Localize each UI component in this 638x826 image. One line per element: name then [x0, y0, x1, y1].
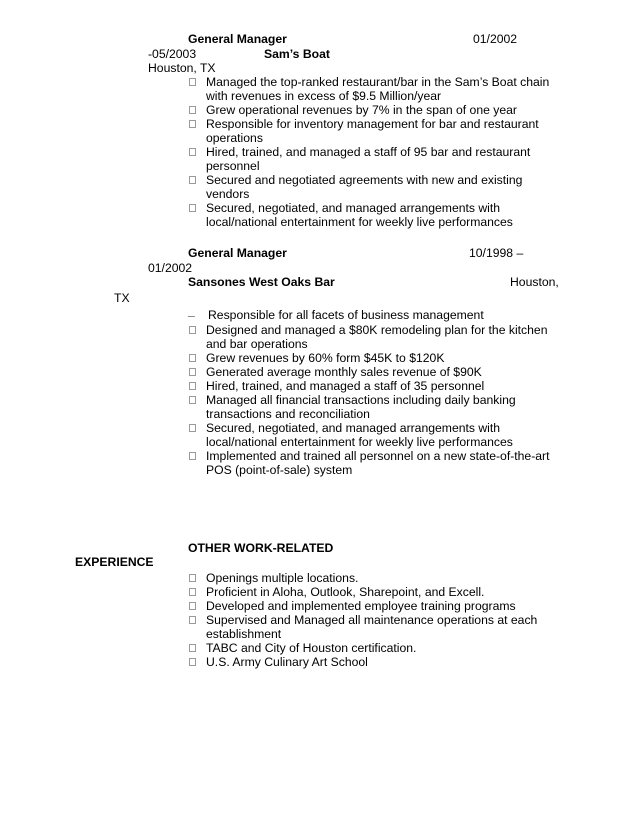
job1-date-end: -05/2003 — [148, 47, 197, 61]
bullet-text: Designed and managed a $80K remodeling plan for the kitchen — [206, 323, 548, 337]
job2-title: General Manager — [188, 246, 287, 260]
bullet-text: Hired, trained, and managed a staff of 95 bar and restaurant — [206, 145, 531, 159]
bullet-text: Supervised and Managed all maintenance operations at each — [206, 613, 538, 627]
job1-date-start: 01/2002 — [473, 32, 518, 46]
bullet-text: Proficient in Aloha, Outlook, Sharepoint, and Excell. — [206, 585, 485, 599]
bullet-item — [188, 351, 568, 365]
bullet-text: POS (point-of-sale) system — [206, 463, 353, 477]
bullet-box-icon — [189, 424, 196, 432]
bullet-text: U.S. Army Culinary Art School — [206, 655, 368, 669]
bullet-box-icon — [189, 204, 196, 212]
other-bullet-list — [188, 571, 568, 669]
bullet-box-icon — [189, 368, 196, 376]
bullet-text: Responsible for inventory management for bar and restaurant — [206, 117, 539, 131]
bullet-box-icon — [189, 574, 196, 582]
job2-date-end: 01/2002 — [148, 261, 193, 275]
job2-city: Houston, — [510, 275, 559, 289]
other-heading-line2: EXPERIENCE — [75, 555, 154, 569]
bullet-item — [188, 117, 568, 145]
bullet-box-icon — [189, 354, 196, 362]
bullet-text: transactions and reconciliation — [206, 407, 370, 421]
bullet-item — [188, 421, 568, 449]
bullet-item — [188, 103, 568, 117]
bullet-item — [188, 379, 568, 393]
bullet-box-icon — [189, 452, 196, 460]
bullet-box-icon — [189, 616, 196, 624]
bullet-text: local/national entertainment for weekly live performances — [206, 215, 513, 229]
job1-location: Houston, TX — [148, 61, 216, 75]
job2-first-marker: _ — [188, 304, 195, 318]
bullet-item — [188, 655, 568, 669]
bullet-box-icon — [189, 658, 196, 666]
bullet-text: Managed all financial transactions including daily banking — [206, 393, 516, 407]
bullet-item — [188, 145, 568, 173]
bullet-text: Secured and negotiated agreements with new and existing — [206, 173, 523, 187]
bullet-item — [188, 585, 568, 599]
bullet-box-icon — [189, 120, 196, 128]
bullet-text: establishment — [206, 627, 282, 641]
bullet-item — [188, 75, 568, 103]
bullet-box-icon — [189, 382, 196, 390]
other-heading-line1: OTHER WORK-RELATED — [188, 541, 334, 555]
bullet-text: Managed the top-ranked restaurant/bar in the Sam’s Boat chain — [206, 75, 550, 89]
bullet-item — [188, 599, 568, 613]
bullet-text: Hired, trained, and managed a staff of 35 personnel — [206, 379, 485, 393]
bullet-item — [188, 323, 568, 351]
bullet-text: operations — [206, 131, 263, 145]
bullet-item — [188, 571, 568, 585]
bullet-text: local/national entertainment for weekly live performances — [206, 435, 513, 449]
bullet-text: Secured, negotiated, and managed arrangements with — [206, 201, 501, 215]
bullet-item — [188, 201, 568, 229]
bullet-box-icon — [189, 396, 196, 404]
bullet-text: Openings multiple locations. — [206, 571, 359, 585]
job1-bullet-list — [188, 75, 568, 229]
bullet-item — [188, 641, 568, 655]
bullet-box-icon — [189, 176, 196, 184]
job2-state: TX — [114, 291, 130, 305]
bullet-box-icon — [189, 588, 196, 596]
bullet-box-icon — [189, 148, 196, 156]
bullet-text: Grew operational revenues by 7% in the span of one year — [206, 103, 517, 117]
bullet-box-icon — [189, 644, 196, 652]
job2-first-item: Responsible for all facets of business management — [208, 308, 484, 322]
bullet-item — [188, 173, 568, 201]
bullet-text: Secured, negotiated, and managed arrangements with — [206, 421, 501, 435]
bullet-text: personnel — [206, 159, 260, 173]
bullet-box-icon — [189, 78, 196, 86]
job2-company: Sansones West Oaks Bar — [188, 275, 335, 289]
job2-bullet-list — [188, 323, 568, 477]
bullet-text: Developed and implemented employee training programs — [206, 599, 516, 613]
bullet-text: TABC and City of Houston certification. — [206, 641, 417, 655]
bullet-item — [188, 393, 568, 421]
bullet-text: Grew revenues by 60% form $45K to $120K — [206, 351, 445, 365]
job1-company: Sam’s Boat — [264, 47, 330, 61]
bullet-text: and bar operations — [206, 337, 308, 351]
bullet-text: vendors — [206, 187, 250, 201]
bullet-item — [188, 449, 568, 477]
bullet-text: Implemented and trained all personnel on a new state-of-the-art — [206, 449, 550, 463]
bullet-item — [188, 613, 568, 641]
bullet-text: with revenues in excess of $9.5 Million/year — [206, 89, 442, 103]
bullet-item — [188, 365, 568, 379]
job1-title: General Manager — [188, 32, 287, 46]
bullet-box-icon — [189, 326, 196, 334]
bullet-text: Generated average monthly sales revenue of $90K — [206, 365, 482, 379]
bullet-box-icon — [189, 106, 196, 114]
job2-date-start: 10/1998 – — [469, 246, 524, 260]
bullet-box-icon — [189, 602, 196, 610]
